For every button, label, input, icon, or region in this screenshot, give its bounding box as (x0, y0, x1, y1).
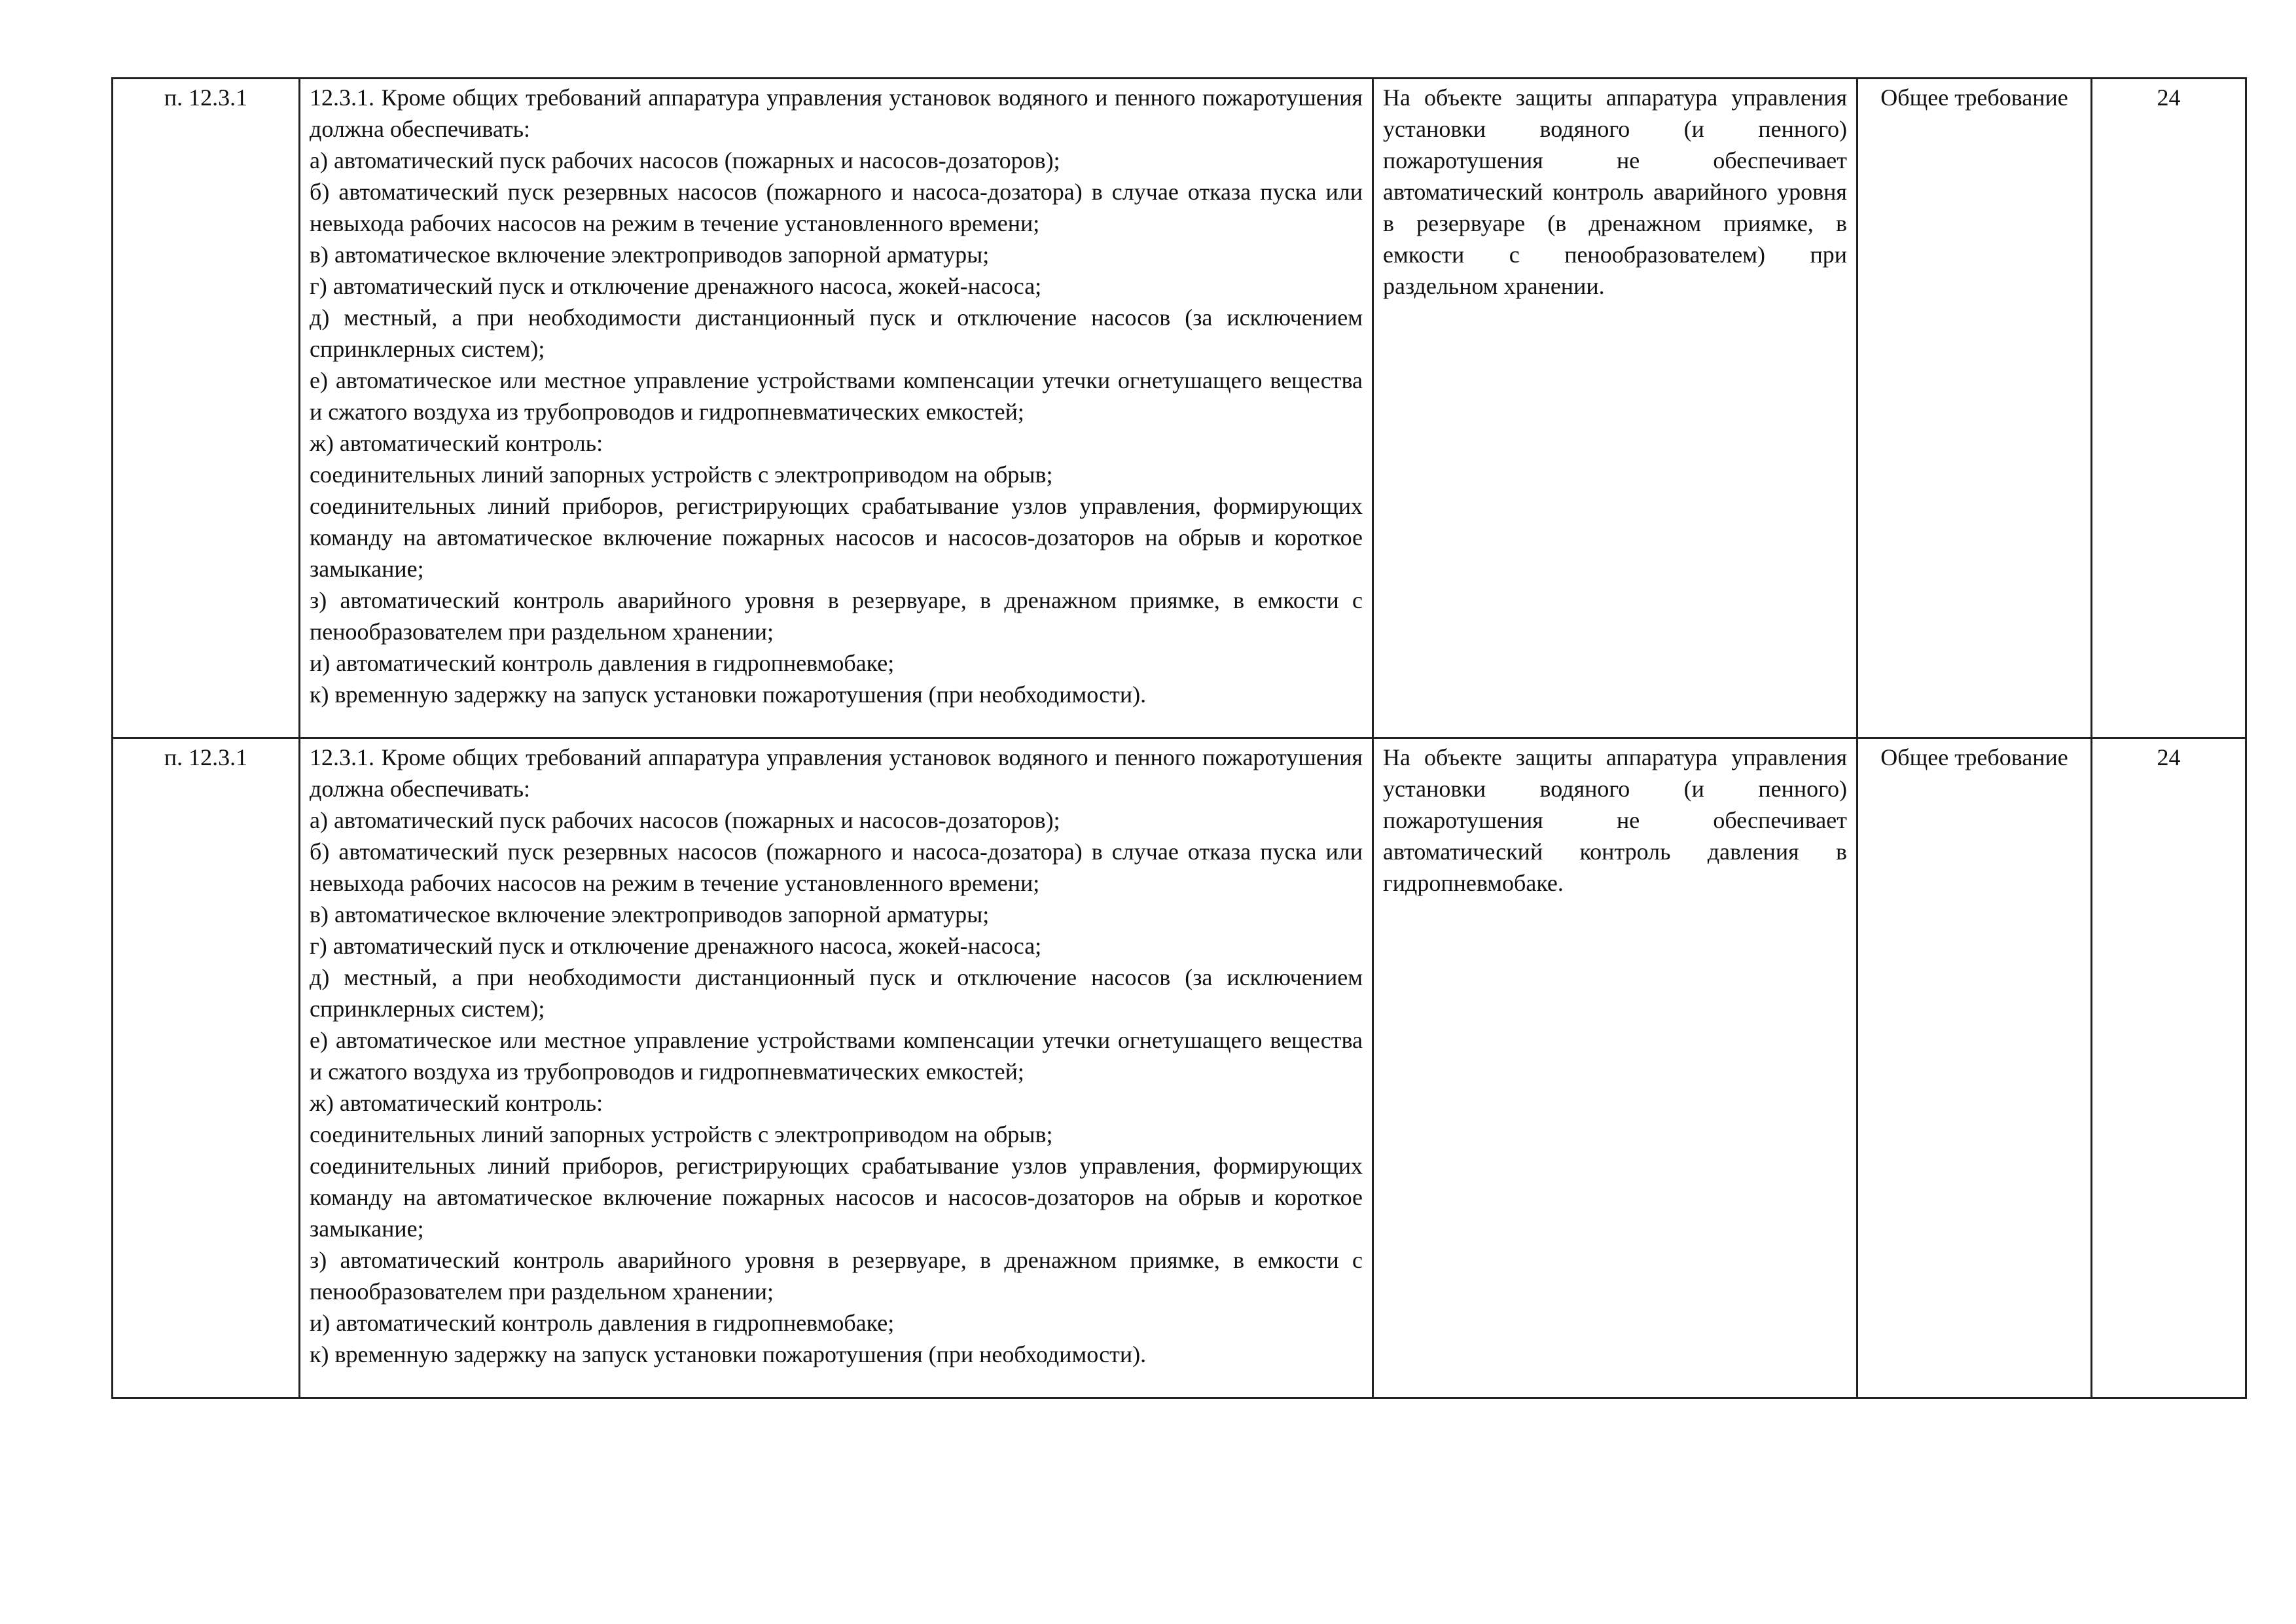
requirement-line: к) временную задержку на запуск установки пожаротушения (при необходимости). (310, 1341, 1147, 1367)
requirement-line: в) автоматическое включение электроприводов запорной арматуры; (310, 901, 990, 928)
requirements-table (111, 77, 2247, 1399)
clause-cell: п. 12.3.1 (113, 79, 300, 738)
requirement-line: г) автоматический пуск и отключение дренажного насоса, жокей-насоса; (310, 933, 1042, 959)
requirement-line: д) местный, а при необходимости дистанционный пуск и отключение насосов (за исключением спринклерных систем); (310, 304, 1363, 362)
requirement-line: е) автоматическое или местное управление устройствами компенсации утечки огнетушащего вещества и сжатого воздуха из трубопроводов и гидропневматических емкостей; (310, 367, 1363, 425)
violation-cell: На объекте защиты аппаратура управления установки водяного (и пенного) пожаротушения не обеспечивает автоматический контроль аварийного уровня в резервуаре (в дренажном приямке, в емкости с пенообразователем) при раздельном хранении. (1373, 79, 1857, 738)
requirement-line: и) автоматический контроль давления в гидропневмобаке; (310, 1310, 895, 1336)
requirement-line: соединительных линий запорных устройств с электроприводом на обрыв; (310, 461, 1053, 488)
table-row (113, 79, 2246, 738)
requirement-cell (300, 738, 1373, 1398)
requirement-line: ж) автоматический контроль: (310, 1090, 603, 1116)
requirement-line: б) автоматический пуск резервных насосов (пожарного и насоса-дозатора) в случае отказа пуска или невыхода рабочих насосов на режим в течение установленного времени; (310, 839, 1363, 896)
requirement-line: в) автоматическое включение электроприводов запорной арматуры; (310, 242, 990, 268)
requirement-type-cell: Общее требование (1857, 79, 2092, 738)
requirement-line: 12.3.1. Кроме общих требований аппаратура управления установок водяного и пенного пожаротушения должна обеспечивать: (310, 84, 1363, 142)
reference-cell: 24 (2092, 738, 2246, 1398)
requirement-line: ж) автоматический контроль: (310, 430, 603, 456)
requirement-line: з) автоматический контроль аварийного уровня в резервуаре, в дренажном приямке, в емкости с пенообразователем при раздельном хранении; (310, 1247, 1363, 1305)
requirement-line: е) автоматическое или местное управление устройствами компенсации утечки огнетушащего вещества и сжатого воздуха из трубопроводов и гидропневматических емкостей; (310, 1027, 1363, 1085)
requirement-line: соединительных линий запорных устройств с электроприводом на обрыв; (310, 1121, 1053, 1147)
reference-cell: 24 (2092, 79, 2246, 738)
clause-cell: п. 12.3.1 (113, 738, 300, 1398)
requirement-type-cell: Общее требование (1857, 738, 2092, 1398)
requirement-line: а) автоматический пуск рабочих насосов (пожарных и насосов-дозаторов); (310, 147, 1060, 173)
requirement-line: г) автоматический пуск и отключение дренажного насоса, жокей-насоса; (310, 273, 1042, 299)
violation-cell: На объекте защиты аппаратура управления установки водяного (и пенного) пожаротушения не обеспечивает автоматический контроль давления в гидропневмобаке. (1373, 738, 1857, 1398)
requirement-line: к) временную задержку на запуск установки пожаротушения (при необходимости). (310, 681, 1147, 708)
requirement-line: д) местный, а при необходимости дистанционный пуск и отключение насосов (за исключением спринклерных систем); (310, 964, 1363, 1022)
requirement-line: а) автоматический пуск рабочих насосов (пожарных и насосов-дозаторов); (310, 807, 1060, 833)
requirement-line: соединительных линий приборов, регистрирующих срабатывание узлов управления, формирующих команду на автоматическое включение пожарных насосов и насосов-дозаторов на обрыв и короткое замыкание; (310, 1153, 1363, 1242)
requirement-cell (300, 79, 1373, 738)
requirement-line: б) автоматический пуск резервных насосов (пожарного и насоса-дозатора) в случае отказа пуска или невыхода рабочих насосов на режим в течение установленного времени; (310, 179, 1363, 236)
requirement-line: соединительных линий приборов, регистрирующих срабатывание узлов управления, формирующих команду на автоматическое включение пожарных насосов и насосов-дозаторов на обрыв и короткое замыкание; (310, 493, 1363, 582)
requirement-line: з) автоматический контроль аварийного уровня в резервуаре, в дренажном приямке, в емкости с пенообразователем при раздельном хранении; (310, 587, 1363, 645)
requirement-line: и) автоматический контроль давления в гидропневмобаке; (310, 650, 895, 676)
table-row (113, 738, 2246, 1398)
requirement-line: 12.3.1. Кроме общих требований аппаратура управления установок водяного и пенного пожаротушения должна обеспечивать: (310, 744, 1363, 802)
